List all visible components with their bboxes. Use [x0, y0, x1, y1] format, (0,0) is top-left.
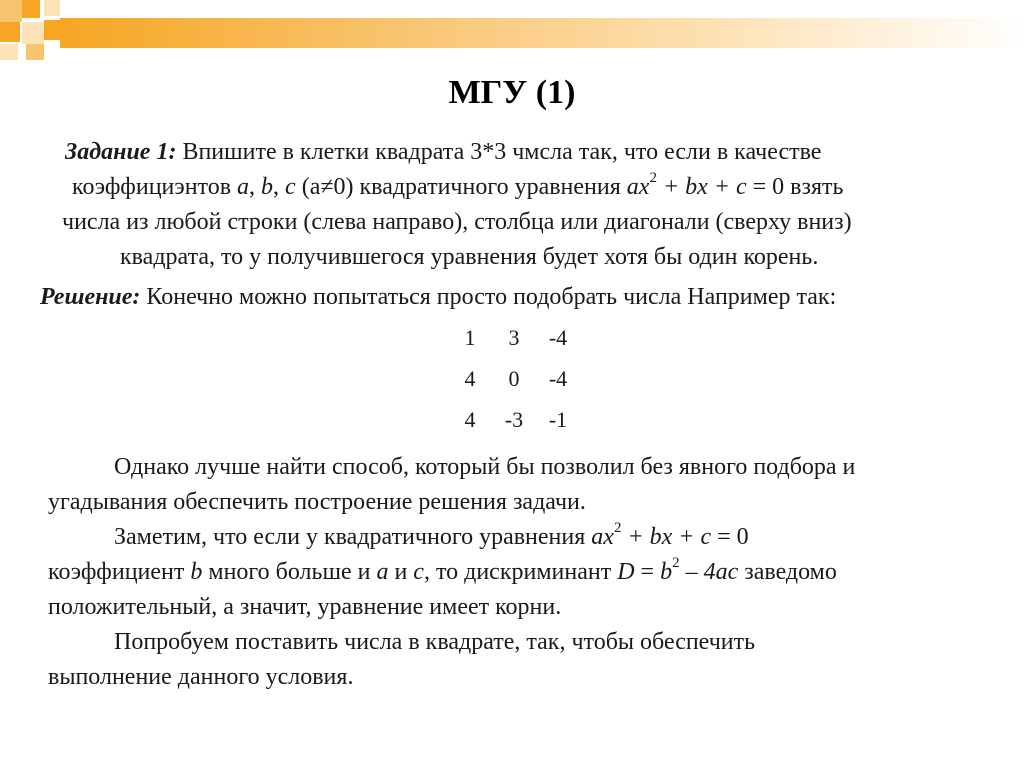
deco-square	[0, 0, 22, 22]
square-row	[448, 361, 588, 402]
body-text: Заметим, что если у квадратичного уравнения	[114, 524, 586, 550]
body-line: угадывания обеспечить построение решения задачи.	[48, 489, 586, 515]
task-text: (a≠0) квадратичного уравнения	[301, 174, 621, 200]
square-cell: -4	[548, 366, 568, 391]
comma: ,	[273, 174, 280, 200]
equation-rest: + bx + c	[627, 524, 712, 550]
comma: ,	[249, 174, 256, 200]
equation-ax: ax	[591, 524, 614, 550]
deco-square	[0, 44, 18, 60]
header-decoration	[0, 0, 1024, 60]
term-4ac: 4ac	[703, 559, 739, 585]
var-b: b	[190, 559, 203, 585]
equation-exponent: 2	[613, 520, 622, 536]
task-line: квадрата, то у получившегося уравнения будет хотя бы один корень.	[120, 244, 819, 270]
explanation-block	[48, 450, 1008, 695]
task-line	[60, 135, 1005, 170]
body-line	[48, 555, 1008, 590]
deco-square	[22, 0, 40, 18]
equation-exponent: 2	[649, 170, 657, 186]
square-cell: 3	[508, 325, 520, 350]
deco-square	[44, 20, 64, 40]
body-text: коэффициент	[48, 559, 185, 585]
square-cell: 4	[464, 366, 476, 391]
body-line: Попробуем поставить числа в квадрате, так, чтобы обеспечить	[114, 629, 756, 655]
square-cell: -1	[548, 407, 568, 432]
body-text: , то дискриминант	[423, 559, 612, 585]
number-square	[448, 320, 588, 443]
square-cell: 1	[464, 325, 476, 350]
square-row	[448, 402, 588, 443]
deco-square	[0, 22, 20, 42]
var-c: c	[413, 559, 424, 585]
page-title: МГУ (1)	[448, 74, 576, 111]
minus-sign: –	[685, 559, 698, 585]
equation-ax: ax	[626, 174, 650, 200]
var-b: b	[660, 559, 673, 585]
var-a: a	[237, 174, 250, 200]
task-text: = 0 взять	[752, 174, 844, 200]
solution-line	[40, 281, 1000, 313]
task-block	[60, 135, 1005, 275]
header-gradient-band	[60, 18, 1024, 48]
task-text: Впишите в клетки квадрата 3*3 чмсла так, что если в качестве	[182, 139, 822, 165]
equals-sign: =	[640, 559, 655, 585]
square-cell: -3	[504, 407, 524, 432]
var-d: D	[617, 559, 635, 585]
body-text: и	[394, 559, 408, 585]
body-line: Однако лучше найти способ, который бы позволил без явного подбора и	[114, 454, 856, 480]
deco-square	[44, 0, 60, 16]
square-cell: -4	[548, 325, 568, 350]
var-a: a	[376, 559, 389, 585]
deco-square	[22, 22, 44, 44]
task-line: числа из любой строки (слева направо), столбца или диагонали (сверху вниз)	[62, 209, 852, 235]
var-c: c	[285, 174, 296, 200]
task-line	[60, 170, 1005, 205]
equation-rest: + bx + c	[662, 174, 747, 200]
deco-square	[26, 44, 44, 60]
var-b: b	[261, 174, 274, 200]
body-text: заведомо	[744, 559, 837, 585]
task-text: коэффициэнтов	[72, 174, 232, 200]
equation-end: = 0	[717, 524, 749, 550]
equation-exponent: 2	[672, 555, 680, 571]
body-line	[48, 520, 1008, 555]
square-cell: 4	[464, 407, 476, 432]
square-cell: 0	[508, 366, 520, 391]
task-label: Задание 1:	[65, 139, 177, 165]
body-line: положительный, а значит, уравнение имеет корни.	[48, 594, 562, 620]
solution-text: Конечно можно попытаться просто подобрать числа Например так:	[146, 284, 837, 310]
body-line: выполнение данного условия.	[48, 664, 354, 690]
square-row	[448, 320, 588, 361]
body-text: много больше и	[208, 559, 371, 585]
solution-label: Решение:	[40, 284, 141, 310]
